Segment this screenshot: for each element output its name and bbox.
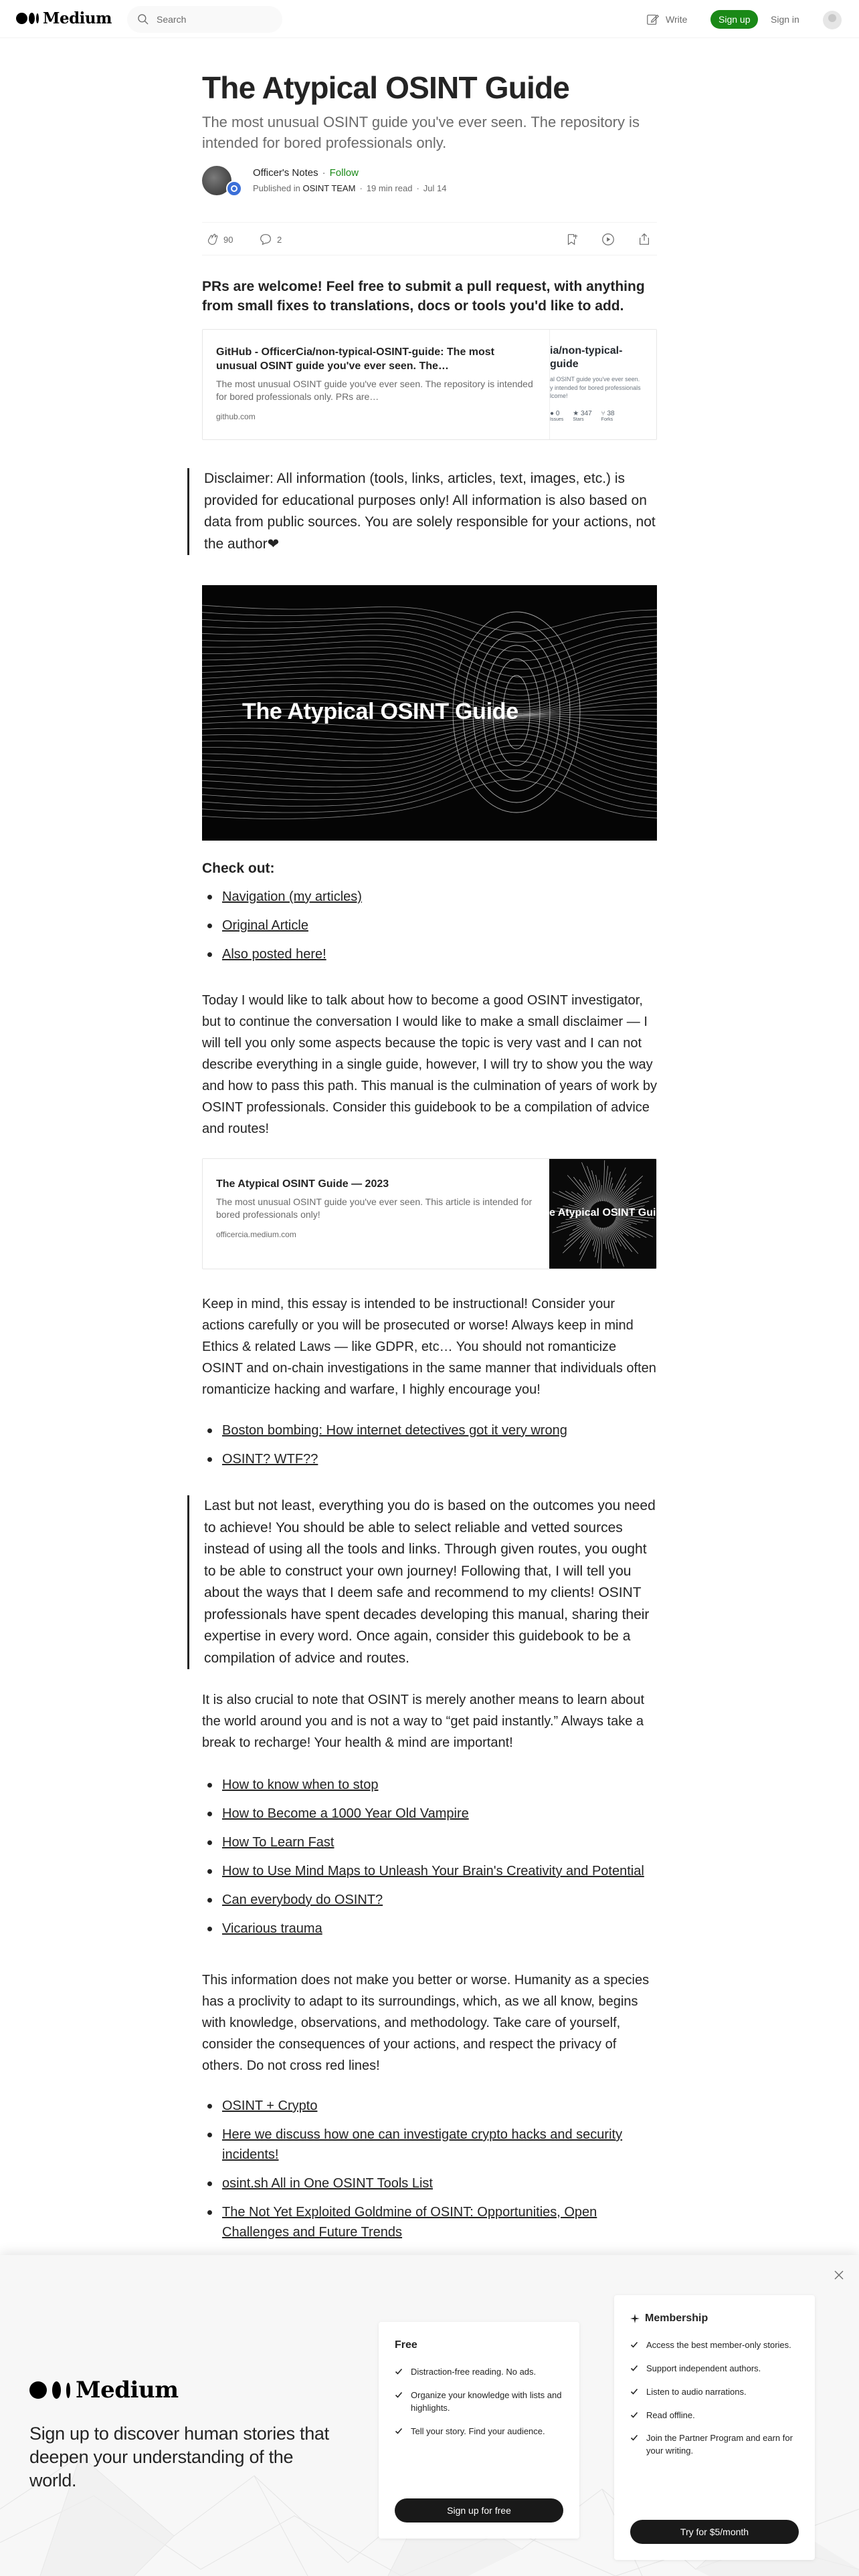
checkout-list bbox=[202, 887, 657, 973]
list-item bbox=[202, 1919, 657, 1939]
signup-overlay bbox=[0, 2255, 859, 2576]
clap-icon bbox=[205, 232, 219, 247]
sparkle-icon bbox=[630, 2314, 640, 2323]
check-icon bbox=[630, 2387, 638, 2395]
reading-list-2 bbox=[202, 1775, 657, 1947]
embed-title: GitHub - OfficerCia/non-typical-OSINT-guide: The most unusual OSINT guide you've ever seen. The… bbox=[216, 346, 495, 372]
list-item bbox=[202, 1804, 657, 1824]
list-item bbox=[202, 2125, 657, 2165]
clap-button[interactable] bbox=[205, 232, 233, 247]
author-info bbox=[202, 165, 657, 201]
medium-logo[interactable] bbox=[16, 9, 112, 27]
publish-date: Jul 14 bbox=[423, 183, 447, 193]
embed-thumb-label: e Atypical OSINT Gui bbox=[549, 1207, 656, 1218]
list-item bbox=[202, 2173, 657, 2193]
reading-list-1 bbox=[202, 1420, 657, 1478]
free-plan-card bbox=[379, 2322, 579, 2539]
comment-icon bbox=[258, 232, 273, 247]
embed-thumb-text bbox=[549, 1207, 656, 1219]
free-plan-title: Free bbox=[395, 2339, 417, 2351]
checkout-heading: Check out: bbox=[202, 861, 275, 876]
list-item bbox=[202, 1775, 657, 1795]
membership-plan-title bbox=[630, 2313, 799, 2325]
list-item bbox=[202, 916, 657, 936]
search-icon bbox=[136, 13, 150, 26]
overlay-logo-text: Medium bbox=[76, 2377, 179, 2403]
read-time: 19 min read bbox=[366, 183, 413, 193]
overlay-tagline: Sign up to discover human stories that deepen your understanding of the world. bbox=[29, 2424, 329, 2491]
article-meta: Published in OSINT TEAM · 19 min read · Jul 14 bbox=[253, 183, 447, 193]
membership-title-text: Membership bbox=[645, 2313, 708, 2324]
health-paragraph: It is also crucial to note that OSINT is merely another means to learn about the world around you and is not a way to “get paid instantly.” Always take a break to recharge! Your health & mind are important! bbox=[202, 1693, 645, 1750]
sign-up-button[interactable]: Sign up bbox=[710, 10, 758, 29]
embed-stat-value: 347 bbox=[580, 410, 592, 417]
disclaimer-quote: Disclaimer: All information (tools, links, articles, text, images, etc.) is provided for educational purposes only! All information is also based on data from public sources. You are solely responsible for your actions, not the author❤ bbox=[187, 468, 657, 555]
comment-count: 2 bbox=[277, 234, 282, 245]
embed-description: The most unusual OSINT guide you've ever seen. This article is intended for bored professionals only! bbox=[216, 1196, 533, 1220]
membership-plan-card bbox=[614, 2295, 815, 2560]
author-line: Officer's Notes · Follow bbox=[253, 167, 359, 179]
sign-in-link[interactable]: Sign in bbox=[771, 14, 799, 25]
free-plan-features bbox=[395, 2366, 563, 2438]
feature-text: Tell your story. Find your audience. bbox=[411, 2426, 545, 2436]
listen-button[interactable] bbox=[601, 232, 615, 247]
embed-stat-value: 0 bbox=[555, 410, 560, 417]
article-title: The Atypical OSINT Guide bbox=[202, 70, 570, 105]
hero-title-text: The Atypical OSINT Guide bbox=[242, 699, 518, 724]
search-input[interactable] bbox=[157, 14, 270, 25]
reading-list-3 bbox=[202, 2096, 657, 2251]
embed-stat-label: Forks bbox=[601, 417, 613, 422]
list-item bbox=[202, 944, 657, 964]
embed-stat-stars: ★ 347 Stars bbox=[573, 410, 592, 422]
embed-stat-label: Stars bbox=[573, 417, 584, 422]
link-also-posted[interactable]: Also posted here! bbox=[222, 947, 326, 962]
link-osint-wtf[interactable]: OSINT? WTF?? bbox=[222, 1452, 318, 1467]
share-button[interactable] bbox=[637, 232, 652, 247]
lead-paragraph: PRs are welcome! Feel free to submit a pull request, with anything from small fixes to translations, docs or tools you'd like to add. bbox=[202, 279, 645, 314]
check-icon bbox=[395, 2427, 403, 2435]
write-icon bbox=[646, 12, 660, 27]
list-item bbox=[202, 2202, 657, 2242]
link-vampire[interactable]: How to Become a 1000 Year Old Vampire bbox=[222, 1806, 469, 1821]
overlay-medium-logo bbox=[29, 2377, 179, 2403]
check-icon bbox=[395, 2367, 403, 2375]
check-icon bbox=[395, 2391, 403, 2399]
feature-item bbox=[630, 2339, 799, 2352]
link-crypto-hacks[interactable]: Here we discuss how one can investigate crypto hacks and security incidents! bbox=[222, 2127, 623, 2162]
humanity-paragraph: This information does not make you better or worse. Humanity as a species has a proclivity to adapt to its surroundings, which, as we all know, begins with knowledge, observations, and methodology. Take care of yourself, consider the consequences of your actions, and respect the privacy of others. Do not cross red lines! bbox=[202, 1973, 650, 2073]
embed-description: The most unusual OSINT guide you've ever seen. The repository is intended for bored professionals only. PRs are… bbox=[216, 378, 533, 403]
github-embed-card[interactable] bbox=[202, 329, 657, 440]
link-vicarious-trauma[interactable]: Vicarious trauma bbox=[222, 1921, 322, 1936]
author-name[interactable]: Officer's Notes bbox=[253, 167, 318, 179]
list-item bbox=[202, 887, 657, 907]
hero-image bbox=[202, 585, 657, 841]
link-navigation[interactable]: Navigation (my articles) bbox=[222, 889, 362, 904]
try-membership-button[interactable]: Try for $5/month bbox=[630, 2520, 799, 2544]
embed-stat-value: 38 bbox=[607, 410, 615, 417]
link-everybody-osint[interactable]: Can everybody do OSINT? bbox=[222, 1893, 383, 1907]
feature-text: Join the Partner Program and earn for your writing. bbox=[646, 2433, 793, 2456]
check-icon bbox=[630, 2364, 638, 2372]
embed-site: officercia.medium.com bbox=[216, 1229, 296, 1239]
sign-up-free-button[interactable]: Sign up for free bbox=[395, 2498, 563, 2523]
list-item bbox=[202, 1420, 657, 1440]
feature-item bbox=[395, 2366, 563, 2379]
feature-text: Listen to audio narrations. bbox=[646, 2386, 747, 2397]
outcomes-quote: Last but not least, everything you do is based on the outcomes you need to achieve! You should be able to select reliable and vetted sources instead of using all the tools and links. Through given routes, you ought to be able to construct your own journey! Following that, I will tell you about the ways that I deem safe and recommend to my clients! OSINT professionals have spent decades developing this manual, sharing their expertise in every word. Once again, consider this guidebook to be a compilation of advice and routes. bbox=[187, 1495, 657, 1669]
check-icon bbox=[630, 2434, 638, 2442]
list-item bbox=[202, 2096, 657, 2116]
link-boston-bombing[interactable]: Boston bombing: How internet detectives got it very wrong bbox=[222, 1423, 567, 1438]
membership-features bbox=[630, 2339, 799, 2458]
feature-item bbox=[630, 2409, 799, 2422]
close-icon[interactable] bbox=[832, 2268, 846, 2282]
link-learn-fast[interactable]: How To Learn Fast bbox=[222, 1835, 335, 1850]
feature-item bbox=[630, 2432, 799, 2458]
feature-text: Access the best member-only stories. bbox=[646, 2340, 791, 2350]
link-osint-crypto[interactable]: OSINT + Crypto bbox=[222, 2099, 318, 2113]
link-mind-maps[interactable]: How to Use Mind Maps to Unleash Your Brain's Creativity and Potential bbox=[222, 1864, 644, 1879]
medium-embed-card[interactable] bbox=[202, 1158, 657, 1269]
list-item bbox=[202, 1890, 657, 1910]
top-navigation-bar bbox=[0, 0, 859, 38]
feature-item bbox=[395, 2426, 563, 2438]
embed-stat-issues: ● 0 Issues bbox=[550, 410, 564, 422]
medium-logo-text: Medium bbox=[43, 9, 112, 27]
intro-paragraph: Today I would like to talk about how to become a good OSINT investigator, but to continue the conversation I would like to make a small disclaimer — I will tell you only some aspects because the topic is very vast and I can not describe everything in a single guide, however, I will try to show you the way and how to pass this path. This manual is the culmination of years of work by OSINT professionals. Consider this guidebook to be a compilation of advice and routes! bbox=[202, 993, 657, 1136]
publication-link[interactable]: OSINT TEAM bbox=[302, 183, 356, 193]
comments-button[interactable] bbox=[258, 232, 282, 247]
link-goldmine[interactable]: The Not Yet Exploited Goldmine of OSINT: Opportunities, Open Challenges and Future Trends bbox=[222, 2205, 597, 2240]
write-button[interactable] bbox=[646, 12, 687, 27]
link-when-to-stop[interactable]: How to know when to stop bbox=[222, 1778, 379, 1792]
medium-logo-icon bbox=[16, 13, 39, 24]
article-action-bar bbox=[202, 222, 657, 255]
embed-thumb-title: ia/non-typical- guide bbox=[550, 345, 623, 370]
list-item bbox=[202, 1449, 657, 1469]
check-icon bbox=[630, 2411, 638, 2419]
feature-text: Read offline. bbox=[646, 2409, 695, 2420]
article-subtitle: The most unusual OSINT guide you've ever seen. The repository is intended for bored professionals only. bbox=[202, 114, 640, 151]
user-avatar-icon[interactable] bbox=[823, 11, 842, 29]
feature-text: Organize your knowledge with lists and highlights. bbox=[411, 2389, 562, 2413]
bookmark-add-icon bbox=[565, 232, 579, 247]
share-icon bbox=[637, 232, 652, 247]
embed-thumbnail bbox=[549, 330, 656, 439]
write-label: Write bbox=[666, 14, 688, 25]
embed-site: github.com bbox=[216, 411, 256, 421]
check-icon bbox=[630, 2341, 638, 2349]
embed-thumbnail bbox=[549, 1159, 656, 1269]
embed-thumb-desc: al OSINT guide you've ever seen. y intended for bored professionals lcome! bbox=[550, 376, 641, 400]
link-osint-sh[interactable]: osint.sh All in One OSINT Tools List bbox=[222, 2176, 433, 2191]
feature-item bbox=[630, 2386, 799, 2399]
play-circle-icon bbox=[601, 232, 615, 247]
published-prefix: Published in bbox=[253, 183, 300, 193]
search-box[interactable] bbox=[127, 6, 282, 33]
follow-button[interactable]: Follow bbox=[329, 167, 359, 179]
embed-stat-forks: ⑂ 38 Forks bbox=[601, 410, 615, 422]
clap-count: 90 bbox=[223, 234, 233, 245]
publication-badge-icon[interactable] bbox=[226, 181, 242, 197]
feature-item bbox=[630, 2363, 799, 2375]
embed-stat-label: Issues bbox=[550, 417, 564, 422]
bookmark-button[interactable] bbox=[565, 232, 579, 247]
list-item bbox=[202, 1861, 657, 1881]
ethics-paragraph: Keep in mind, this essay is intended to be instructional! Consider your actions carefully or you will be prosecuted or worse! Always keep in mind Ethics & related Laws — like GDPR, etc… You should not romanticize OSINT and on-chain investigations in the same manner that individuals often romanticize hacking and warfare, I highly encourage you! bbox=[202, 1297, 656, 1397]
embed-title: The Atypical OSINT Guide — 2023 bbox=[216, 1178, 389, 1190]
feature-item bbox=[395, 2389, 563, 2415]
link-original-article[interactable]: Original Article bbox=[222, 918, 308, 933]
list-item bbox=[202, 1832, 657, 1852]
feature-text: Distraction-free reading. No ads. bbox=[411, 2367, 537, 2377]
feature-text: Support independent authors. bbox=[646, 2363, 761, 2373]
